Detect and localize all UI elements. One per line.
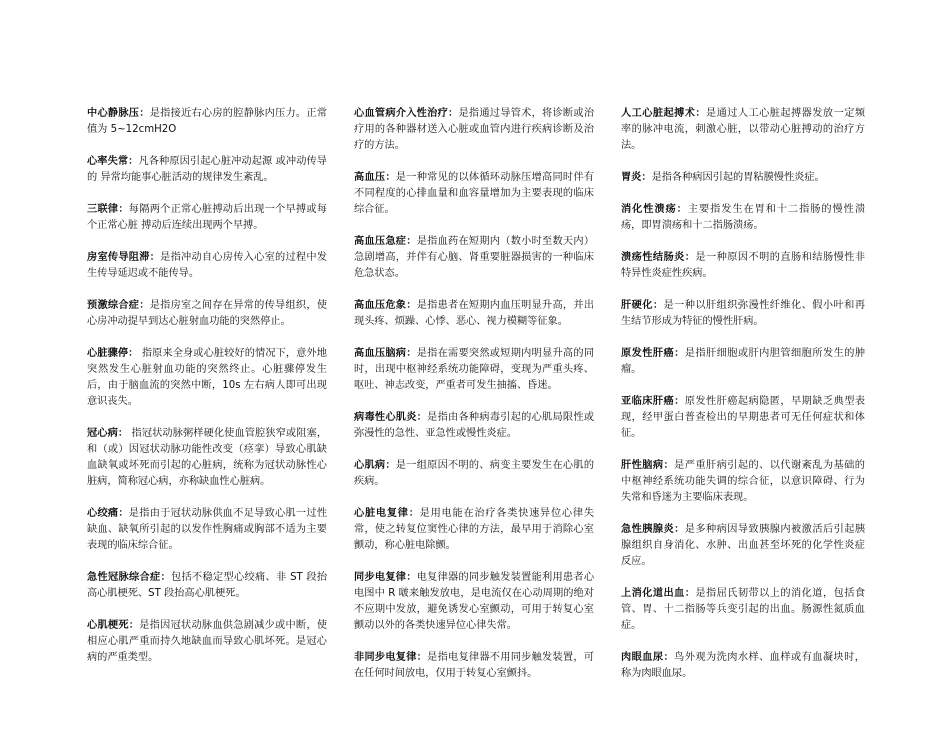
entry-text: 是一种常见的以体循环动脉压增高同时伴有不同程度的心排血量和血容量增加为主要表现的临床综合征。 [354, 172, 595, 215]
definition-entry [354, 170, 594, 218]
column-2 [354, 106, 594, 698]
entry-term: 人工心脏起搏术： [621, 108, 707, 119]
entry-text: 是一种原因不明的直肠和结肠慢性非特异性炎症性疾病。 [621, 252, 866, 279]
definition-entry [621, 170, 865, 186]
definition-entry [621, 522, 865, 570]
definition-entry [354, 506, 594, 554]
entry-term: 消化性溃疡： [621, 204, 688, 215]
definition-entry [87, 570, 327, 602]
entry-term: 病毒性心肌炎： [354, 412, 428, 423]
entry-text: 原发性肝癌起病隐匿，早期缺乏典型表现，经甲蛋白普查检出的早期患者可无任何症状和体征。 [621, 396, 866, 439]
entry-term: 肝硬化： [621, 300, 664, 311]
entry-term: 冠心病： [87, 428, 129, 439]
definition-entry [87, 506, 327, 554]
entry-text: 是指电复律器不用同步触发装置，可在任何时间放电，仅用于转复心室颤抖。 [354, 652, 595, 679]
definition-entry [354, 570, 594, 634]
entry-text: 是用电能在治疗各类快速异位心律失常，使之转复位窦性心律的方法，最早用于消除心室颤动，称心脏电除颤。 [354, 508, 595, 551]
entry-text: 凡各种原因引起心脏冲动起源 或冲动传导的 异常均能事心脏活动的规律发生紊乱。 [87, 156, 327, 183]
entry-term: 高血压急症： [354, 236, 417, 247]
entry-text: 是指由各种病毒引起的心肌局限性或弥漫性的急性、亚急性或慢性炎症。 [354, 412, 595, 439]
entry-text: 是指冲动自心房传入心室的过程中发生传导延迟或不能传导。 [87, 252, 328, 279]
entry-term: 溃疡性结肠炎： [621, 252, 696, 263]
definition-entry [621, 346, 865, 378]
entry-term: 心血管病介入性治疗： [354, 108, 459, 119]
entry-text: 是指各种病因引起的胃粘膜慢性炎症。 [651, 172, 825, 183]
entry-text: 是指屈氏韧带以上的消化道，包括食管、胃、十二指肠等兵变引起的出血。肠源性氮质血症。 [621, 588, 866, 631]
definition-entry [354, 234, 594, 282]
definition-entry [621, 394, 865, 442]
entry-term: 同步电复律： [354, 572, 417, 583]
entry-term: 三联律： [87, 204, 129, 215]
definition-entry [354, 346, 594, 394]
definition-entry [354, 106, 594, 154]
entry-term: 急性冠脉综合症： [87, 572, 172, 583]
definition-entry [354, 650, 594, 682]
entry-text: 包括不稳定型心绞痛、非 ST 段抬高心肌梗死、ST 段抬高心肌梗死。 [87, 572, 328, 599]
entry-term: 中心静脉压： [87, 108, 150, 119]
entry-text: 是指由于冠状动脉供血不足导致心肌一过性缺血、缺氧所引起的以发作性胸痛或胸部不适为主要表现的临床综合征。 [87, 508, 328, 551]
column-3 [621, 106, 865, 698]
entry-term: 心肌病： [354, 460, 396, 471]
entry-term: 心脏骤停： [87, 348, 139, 359]
definition-entry [87, 426, 327, 490]
entry-term: 非同步电复律： [354, 652, 428, 663]
entry-text: 电复律器的同步触发装置能利用患者心电图中 R 啵来触发放电，是电流仅在心动周期的绝对不应期中发放，避免诱发心室颤动，可用于转复心室颤动以外的各类快速异位心律失常。 [354, 572, 595, 631]
entry-term: 心率失常： [87, 156, 139, 167]
entry-term: 肉眼血尿： [621, 652, 675, 663]
definition-entry [621, 250, 865, 282]
definition-entry [621, 458, 865, 506]
entry-text: 是指房室之间存在异常的传导组织，使心房冲动提早到达心脏射血功能的突然停止。 [87, 300, 328, 327]
entry-text: 指冠状动脉粥样硬化使血管腔狭窄或阻塞，和（或）因冠状动脉功能性改变（痉挛）导致心肌缺血缺氧或坏死而引起的心脏病，统称为冠状动脉性心脏病，简称冠心病，亦称缺血性心脏病。 [87, 428, 327, 487]
entry-text: 主要指发生在胃和十二指肠的慢性溃疡，即胃溃疡和十二指肠溃疡。 [621, 204, 866, 231]
definition-entry [621, 106, 865, 154]
entry-text: 是通过人工心脏起搏器发放一定频率的脉冲电流，刺激心脏，以带动心脏搏动的治疗方法。 [621, 108, 866, 151]
entry-text: 是指患者在短期内血压明显升高，并出现头疼、烦躁、心悸、恶心、视力模糊等征象。 [354, 300, 595, 327]
definition-entry [621, 202, 865, 234]
definition-entry [87, 298, 327, 330]
entry-text: 是指因冠状动脉血供急剧减少或中断，使相应心肌严重而持久地缺血而导致心肌坏死。是冠心病的严重类型。 [87, 620, 328, 663]
entry-term: 心绞痛： [87, 508, 129, 519]
entry-text: 是指通过导管术，将诊断或治疗用的各种器材送入心脏或血管内进行疾病诊断及治疗的方法。 [354, 108, 595, 151]
column-1 [87, 106, 327, 682]
definition-entry [354, 410, 594, 442]
entry-text: 是指接近右心房的腔静脉内压力。正常值为 5~12cmH2O [87, 108, 328, 135]
definition-entry [621, 298, 865, 330]
entry-term: 高血压脑病： [354, 348, 417, 359]
entry-text: 是多种病因导致胰腺内被激活后引起胰腺组织自身消化、水肿、出血甚至坏死的化学性炎症反应。 [621, 524, 866, 567]
entry-text: 是指在需要突然或短期内明显升高的同时，出现中枢神经系统功能障碍，变现为严重头疼、呕吐、神志改变，严重者可发生抽搐、昏迷。 [354, 348, 595, 391]
entry-term: 预激综合症： [87, 300, 150, 311]
entry-term: 房室传导阻滞： [87, 252, 161, 263]
definition-entry [87, 618, 327, 666]
definition-entry [354, 298, 594, 330]
entry-term: 肝性脑病： [621, 460, 675, 471]
entry-text: 是指肝细胞或肝内胆管细胞所发生的肿瘤。 [621, 348, 866, 375]
definition-entry [621, 650, 865, 682]
definition-entry [354, 458, 594, 490]
definition-entry [87, 106, 327, 138]
entry-term: 高血压： [354, 172, 396, 183]
definition-entry [87, 202, 327, 234]
entry-term: 急性胰腺炎： [621, 524, 685, 535]
entry-text: 是指血药在短期内（数小时至数天内）急剧增高，并伴有心脑、肾重要脏器损害的一种临床危急状态。 [354, 236, 595, 279]
entry-text: 指原来全身或心脏较好的情况下，意外地突然发生心脏射血功能的突然终止。心脏骤停发生后，由于脑血流的突然中断，10s 左右病人即可出现意识丧失。 [87, 348, 327, 407]
entry-term: 心肌梗死： [87, 620, 140, 631]
entry-term: 高血压危象： [354, 300, 417, 311]
entry-text: 每隔两个正常心脏搏动后出现一个早搏或每个正常心脏 搏动后连续出现两个早搏。 [87, 204, 328, 231]
entry-text: 是一组原因不明的、病变主要发生在心肌的疾病。 [354, 460, 595, 487]
definition-entry [87, 250, 327, 282]
definition-entry [621, 586, 865, 634]
entry-term: 原发性肝癌： [621, 348, 685, 359]
definition-entry [87, 154, 327, 186]
definition-entry [87, 346, 327, 410]
entry-term: 亚临床肝癌： [621, 396, 685, 407]
entry-term: 心脏电复律： [354, 508, 420, 519]
entry-term: 上消化道出血： [621, 588, 696, 599]
entry-text: 鸟外观为洗肉水样、血样或有血凝块时，称为肉眼血尿。 [621, 652, 865, 679]
entry-text: 是严重肝病引起的、以代谢紊乱为基础的中枢神经系统功能失调的综合征，以意识障碍、行为失常和昏迷为主要临床表现。 [621, 460, 865, 503]
entry-text: 是一种以肝组织弥漫性纤维化、假小叶和再生结节形成为特征的慢性肝病。 [621, 300, 866, 327]
entry-term: 胃炎： [621, 172, 652, 183]
